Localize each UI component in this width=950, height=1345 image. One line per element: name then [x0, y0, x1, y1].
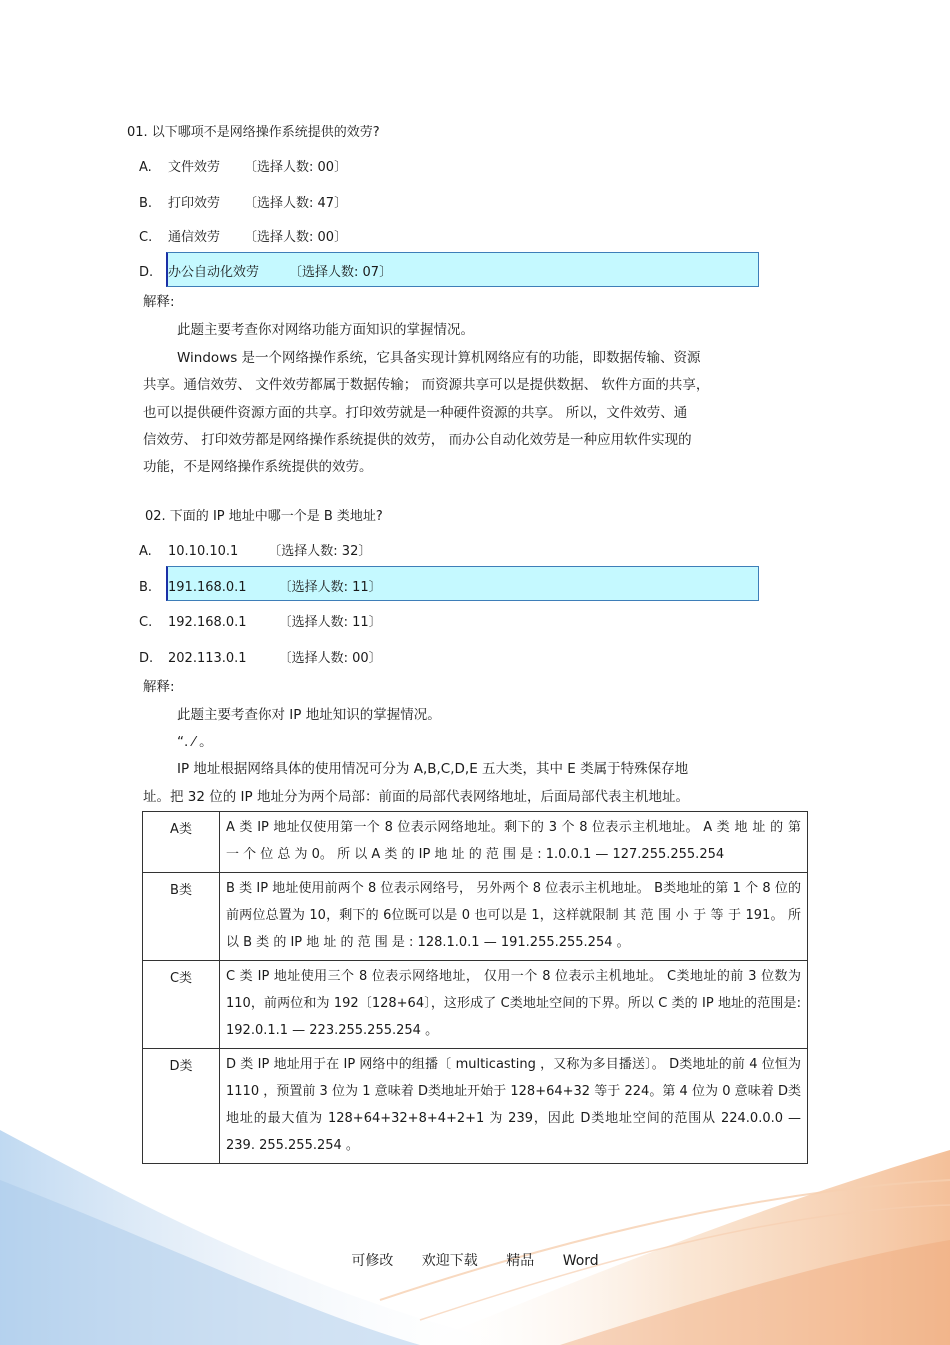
option-count: 〔选择人数: 11〕 — [278, 615, 382, 630]
class-cell: C类 — [143, 961, 220, 1049]
q1-explain-line: 功能，不是网络操作系统提供的效劳。 — [143, 459, 373, 475]
q2-option-c — [139, 611, 382, 630]
class-cell: B类 — [143, 873, 220, 961]
q1-explain-label: 解释: — [143, 294, 175, 310]
class-cell: A类 — [143, 812, 220, 873]
option-count: 〔选择人数: 00〕 — [244, 230, 348, 245]
option-letter: A. — [139, 160, 152, 175]
q2-explain-line: 址。把 32 位的 IP 地址分为两个局部：前面的局部代表网络地址，后面局部代表主机地址。 — [143, 789, 689, 805]
option-letter: C. — [139, 615, 153, 630]
option-text: 10.10.10.1 — [168, 544, 239, 559]
q2-explain-line: 此题主要考查你对 IP 地址知识的掌握情况。 — [177, 707, 441, 723]
q1-explain-line: 信效劳、 打印效劳都是网络操作系统提供的效劳， 而办公自动化效劳是一种应用软件实现的 — [143, 432, 692, 448]
q1-option-b — [139, 192, 347, 211]
option-letter: A. — [139, 544, 152, 559]
option-text: 192.168.0.1 — [168, 615, 247, 630]
option-text: 打印效劳 — [168, 196, 221, 211]
option-letter: D. — [139, 651, 154, 666]
q1-explain-line: 共享。通信效劳、 文件效劳都属于数据传输； 而资源共享可以是提供数据、 软件方面的共享， — [143, 377, 710, 393]
q2-explain-line: IP 地址根据网络具体的使用情况可分为 A,B,C,D,E 五大类，其中 E 类属于特殊保存地 — [177, 761, 689, 777]
table-row — [143, 812, 808, 873]
q1-option-c — [139, 226, 347, 245]
class-description: B 类 IP 地址使用前两个 8 位表示网络号， 另外两个 8 位表示主机地址。 B类地址的第 1 个 8 位的前两位总置为 10，剩下的 6位既可以是 0 也可以是 1，这样就限制 其 范 围 小 于 等 于 191。 所 以 B 类 的 IP 地 址 的 范 围 是 : 128.1.0.1 — 191.255.255.254 。 — [220, 873, 808, 961]
option-count: 〔选择人数: 32〕 — [268, 544, 372, 559]
option-text: 通信效劳 — [168, 230, 221, 245]
class-description: D 类 IP 地址用于在 IP 网络中的组播〔 multicasting ，又称为多目播送〕。 D类地址的前 4 位恒为 1110 ，预置前 3 位为 1 意味着 D类地址开始于 128+64+32 等于 224。第 4 位为 0 意味着 D类地址的最大值为 128+64+32+8+4+2+1 为 239，因此 D类地址空间的范围从 224.0.0.0 — 239. 255.255.254 。 — [220, 1049, 808, 1164]
footer-text: 欢迎下载 — [421, 1253, 478, 1269]
q2-option-b — [139, 576, 382, 595]
q2-option-d — [139, 647, 382, 666]
footer-text: 可修改 — [351, 1253, 394, 1269]
class-description: C 类 IP 地址使用三个 8 位表示网络地址， 仅用一个 8 位表示主机地址。 C类地址的前 3 位数为 110，前两位和为 192〔128+64〕，这形成了 C类地址空间的下界。所以 C 类的 IP 地址的范围是: 192.0.1.1 — 223.255.255.254 。 — [220, 961, 808, 1049]
q2-explain-line: “. ⁄ 。 — [177, 734, 213, 750]
question-2-title: 02. 下面的 IP 地址中哪一个是 B 类地址? — [145, 509, 383, 524]
option-letter: B. — [139, 196, 153, 211]
class-description: A 类 IP 地址仅使用第一个 8 位表示网络地址。剩下的 3 个 8 位表示主机地址。 A 类 地 址 的 第 一 个 位 总 为 0。 所 以 A 类 的 IP 地 址 的 范 围 是 : 1.0.0.1 — 127.255.255.254 — [220, 812, 808, 873]
q2-option-a — [139, 540, 371, 559]
q1-explain-line: 也可以提供硬件资源方面的共享。打印效劳就是一种硬件资源的共享。 所以，文件效劳、通 — [143, 405, 688, 421]
option-count: 〔选择人数: 00〕 — [278, 651, 382, 666]
option-text: 202.113.0.1 — [168, 651, 247, 666]
table-row — [143, 873, 808, 961]
ip-class-table — [142, 811, 808, 1164]
option-text: 办公自动化效劳 — [168, 265, 260, 280]
class-cell: D类 — [143, 1049, 220, 1164]
option-letter: B. — [139, 580, 153, 595]
table-row — [143, 1049, 808, 1164]
option-letter: C. — [139, 230, 153, 245]
option-text: 文件效劳 — [168, 160, 221, 175]
option-count: 〔选择人数: 11〕 — [278, 580, 382, 595]
option-count: 〔选择人数: 00〕 — [244, 160, 348, 175]
q1-option-a — [139, 156, 347, 175]
option-letter: D. — [139, 265, 154, 280]
q1-explain-line: Windows 是一个网络操作系统，它具备实现计算机网络应有的功能，即数据传输、资源 — [177, 350, 701, 366]
footer-text: 精品 — [506, 1253, 535, 1269]
question-1-title: 01. 以下哪项不是网络操作系统提供的效劳? — [127, 125, 380, 140]
q1-option-d — [139, 261, 392, 280]
q1-explain-line: 此题主要考查你对网络功能方面知识的掌握情况。 — [177, 322, 474, 338]
page-footer — [0, 1250, 950, 1270]
q2-explain-label: 解释: — [143, 679, 175, 695]
option-count: 〔选择人数: 07〕 — [289, 265, 393, 280]
option-text: 191.168.0.1 — [168, 580, 247, 595]
table-row — [143, 961, 808, 1049]
footer-text: Word — [562, 1253, 599, 1269]
option-count: 〔选择人数: 47〕 — [244, 196, 348, 211]
